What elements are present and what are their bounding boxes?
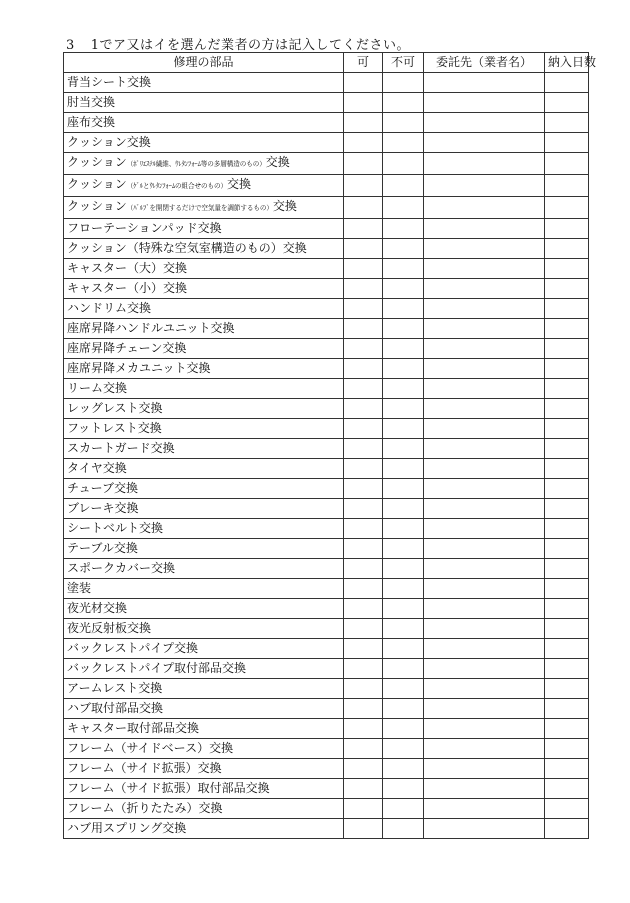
- not-possible-cell[interactable]: [383, 319, 424, 339]
- contractor-cell[interactable]: [424, 259, 545, 279]
- possible-cell[interactable]: [344, 153, 383, 175]
- delivery-days-cell[interactable]: [545, 479, 589, 499]
- not-possible-cell[interactable]: [383, 133, 424, 153]
- part-name-cell: [64, 539, 344, 559]
- possible-cell[interactable]: [344, 579, 383, 599]
- table-header-row: [64, 53, 589, 73]
- possible-cell[interactable]: [344, 819, 383, 839]
- contractor-cell[interactable]: [424, 539, 545, 559]
- not-possible-cell[interactable]: [383, 759, 424, 779]
- table-row: [64, 439, 589, 459]
- part-name-cell: [64, 499, 344, 519]
- not-possible-cell[interactable]: [383, 499, 424, 519]
- part-name: スカートガード交換: [67, 441, 175, 455]
- delivery-days-cell[interactable]: [545, 579, 589, 599]
- part-name: ハブ取付部品交換: [67, 701, 164, 715]
- part-name: 座布交換: [67, 115, 116, 129]
- table-row: [64, 619, 589, 639]
- part-name: クッション交換: [67, 135, 151, 149]
- part-name: フレーム（サイド拡張）交換: [67, 761, 222, 775]
- part-name: 座席昇降メカユニット交換: [67, 361, 211, 375]
- possible-cell[interactable]: [344, 399, 383, 419]
- part-name-cell: [64, 719, 344, 739]
- part-name: チューブ交換: [67, 481, 139, 495]
- part-name: フレーム（サイド拡張）取付部品交換: [67, 781, 270, 795]
- table-row: [64, 559, 589, 579]
- delivery-days-cell[interactable]: [545, 93, 589, 113]
- part-name-cell: [64, 133, 344, 153]
- part-name-cell: [64, 439, 344, 459]
- table-row: [64, 579, 589, 599]
- contractor-cell[interactable]: [424, 679, 545, 699]
- table-row: [64, 219, 589, 239]
- possible-cell[interactable]: [344, 599, 383, 619]
- delivery-days-cell[interactable]: [545, 299, 589, 319]
- not-possible-cell[interactable]: [383, 93, 424, 113]
- part-name: 夜光反射板交換: [67, 621, 152, 635]
- table-row: [64, 113, 589, 133]
- part-note: （ﾎﾟﾘｴｽﾃﾙ繊維、ｳﾚﾀﾝﾌｫｰﾑ等の多層構造のもの）: [126, 160, 266, 168]
- part-name-cell: [64, 113, 344, 133]
- possible-cell[interactable]: [344, 259, 383, 279]
- delivery-days-cell[interactable]: [545, 559, 589, 579]
- part-suffix: 交換: [226, 177, 251, 191]
- contractor-cell[interactable]: [424, 219, 545, 239]
- part-name: キャスター（小）交換: [67, 281, 188, 295]
- table-row: [64, 279, 589, 299]
- delivery-days-cell[interactable]: [545, 819, 589, 839]
- part-suffix: 交換: [272, 199, 297, 213]
- not-possible-cell[interactable]: [383, 539, 424, 559]
- part-name-cell: [64, 299, 344, 319]
- possible-cell[interactable]: [344, 239, 383, 259]
- possible-cell[interactable]: [344, 197, 383, 219]
- contractor-cell[interactable]: [424, 519, 545, 539]
- delivery-days-cell[interactable]: [545, 239, 589, 259]
- contractor-cell[interactable]: [424, 639, 545, 659]
- delivery-days-cell[interactable]: [545, 279, 589, 299]
- delivery-days-cell[interactable]: [545, 73, 589, 93]
- delivery-days-cell[interactable]: [545, 175, 589, 197]
- table-row: [64, 239, 589, 259]
- part-name: フットレスト交換: [67, 421, 162, 435]
- part-name-cell: [64, 93, 344, 113]
- table-row: [64, 197, 589, 219]
- header-part: 修理の部品: [64, 53, 344, 73]
- table-row: [64, 719, 589, 739]
- part-name-cell: [64, 175, 344, 197]
- part-name-cell: [64, 759, 344, 779]
- possible-cell[interactable]: [344, 639, 383, 659]
- part-name: クッション: [67, 199, 127, 213]
- part-name: キャスター取付部品交換: [67, 721, 200, 735]
- part-name-cell: [64, 319, 344, 339]
- contractor-cell[interactable]: [424, 379, 545, 399]
- not-possible-cell[interactable]: [383, 113, 424, 133]
- table-row: [64, 133, 589, 153]
- part-name: フレーム（折りたたみ）交換: [67, 801, 223, 815]
- part-name-cell: [64, 259, 344, 279]
- part-name-cell: [64, 579, 344, 599]
- table-row: [64, 319, 589, 339]
- contractor-cell[interactable]: [424, 239, 545, 259]
- part-name-cell: [64, 699, 344, 719]
- contractor-cell[interactable]: [424, 419, 545, 439]
- contractor-cell[interactable]: [424, 133, 545, 153]
- not-possible-cell[interactable]: [383, 153, 424, 175]
- repair-parts-table: [63, 52, 597, 839]
- table-row: [64, 779, 589, 799]
- part-name: バックレストパイプ取付部品交換: [67, 661, 247, 675]
- part-note: （ﾊﾞﾙﾌﾞを開閉するだけで空気量を調節するもの）: [126, 204, 273, 212]
- contractor-cell[interactable]: [424, 339, 545, 359]
- table-row: [64, 73, 589, 93]
- not-possible-cell[interactable]: [383, 197, 424, 219]
- not-possible-cell[interactable]: [383, 359, 424, 379]
- delivery-days-cell[interactable]: [545, 599, 589, 619]
- part-name-cell: [64, 419, 344, 439]
- table-row: [64, 479, 589, 499]
- part-name: フレーム（サイドベース）交換: [67, 741, 234, 755]
- part-name-cell: [64, 479, 344, 499]
- not-possible-cell[interactable]: [383, 619, 424, 639]
- part-name: アームレスト交換: [67, 681, 163, 695]
- contractor-cell[interactable]: [424, 153, 545, 175]
- header-contractor: 委託先（業者名）: [424, 53, 545, 73]
- table-row: [64, 519, 589, 539]
- contractor-cell[interactable]: [424, 619, 545, 639]
- part-name: ハブ用スプリング交換: [67, 821, 187, 835]
- table-row: [64, 699, 589, 719]
- contractor-cell[interactable]: [424, 699, 545, 719]
- table-row: [64, 799, 589, 819]
- part-name-cell: [64, 359, 344, 379]
- possible-cell[interactable]: [344, 359, 383, 379]
- delivery-days-cell[interactable]: [545, 153, 589, 175]
- part-name: 夜光材交換: [67, 601, 128, 615]
- possible-cell[interactable]: [344, 659, 383, 679]
- part-name: リーム交換: [67, 381, 128, 395]
- contractor-cell[interactable]: [424, 175, 545, 197]
- delivery-days-cell[interactable]: [545, 219, 589, 239]
- part-name-cell: [64, 339, 344, 359]
- possible-cell[interactable]: [344, 419, 383, 439]
- part-name-cell: [64, 279, 344, 299]
- table-row: [64, 93, 589, 113]
- not-possible-cell[interactable]: [383, 279, 424, 299]
- table-row: [64, 259, 589, 279]
- not-possible-cell[interactable]: [383, 439, 424, 459]
- not-possible-cell[interactable]: [383, 73, 424, 93]
- contractor-cell[interactable]: [424, 659, 545, 679]
- delivery-days-cell[interactable]: [545, 779, 589, 799]
- part-name-cell: [64, 639, 344, 659]
- part-name-cell: [64, 239, 344, 259]
- delivery-days-cell[interactable]: [545, 759, 589, 779]
- contractor-cell[interactable]: [424, 499, 545, 519]
- part-name-cell: [64, 399, 344, 419]
- contractor-cell[interactable]: [424, 93, 545, 113]
- header-possible: 可: [344, 53, 383, 73]
- possible-cell[interactable]: [344, 559, 383, 579]
- possible-cell[interactable]: [344, 619, 383, 639]
- contractor-cell[interactable]: [424, 799, 545, 819]
- delivery-days-cell[interactable]: [545, 133, 589, 153]
- part-name-cell: [64, 459, 344, 479]
- contractor-cell[interactable]: [424, 739, 545, 759]
- part-name-cell: [64, 219, 344, 239]
- table-row: [64, 659, 589, 679]
- contractor-cell[interactable]: [424, 439, 545, 459]
- contractor-cell[interactable]: [424, 459, 545, 479]
- delivery-days-cell[interactable]: [545, 679, 589, 699]
- not-possible-cell[interactable]: [383, 579, 424, 599]
- contractor-cell[interactable]: [424, 779, 545, 799]
- delivery-days-cell[interactable]: [545, 197, 589, 219]
- section-number: 3: [66, 38, 75, 53]
- table-row: [64, 819, 589, 839]
- part-name-cell: [64, 559, 344, 579]
- contractor-cell[interactable]: [424, 719, 545, 739]
- delivery-days-cell[interactable]: [545, 259, 589, 279]
- part-name: スポークカバー交換: [67, 561, 176, 575]
- possible-cell[interactable]: [344, 73, 383, 93]
- possible-cell[interactable]: [344, 339, 383, 359]
- not-possible-cell[interactable]: [383, 419, 424, 439]
- part-name: フローテーションパッド交換: [67, 221, 222, 235]
- not-possible-cell[interactable]: [383, 679, 424, 699]
- possible-cell[interactable]: [344, 739, 383, 759]
- delivery-days-cell[interactable]: [545, 799, 589, 819]
- part-name-cell: [64, 679, 344, 699]
- table-row: [64, 359, 589, 379]
- part-name-cell: [64, 779, 344, 799]
- header-delivery-days: 納入日数: [545, 53, 589, 73]
- possible-cell[interactable]: [344, 113, 383, 133]
- part-name: 塗装: [67, 581, 92, 595]
- not-possible-cell[interactable]: [383, 399, 424, 419]
- table-row: [64, 299, 589, 319]
- table-body: [64, 73, 589, 839]
- contractor-cell[interactable]: [424, 299, 545, 319]
- part-name: 肘当交換: [67, 95, 116, 109]
- possible-cell[interactable]: [344, 299, 383, 319]
- contractor-cell[interactable]: [424, 319, 545, 339]
- possible-cell[interactable]: [344, 279, 383, 299]
- not-possible-cell[interactable]: [383, 519, 424, 539]
- part-name-cell: [64, 659, 344, 679]
- possible-cell[interactable]: [344, 779, 383, 799]
- not-possible-cell[interactable]: [383, 719, 424, 739]
- delivery-days-cell[interactable]: [545, 499, 589, 519]
- not-possible-cell[interactable]: [383, 459, 424, 479]
- part-name: 座席昇降ハンドルユニット交換: [67, 321, 235, 335]
- possible-cell[interactable]: [344, 499, 383, 519]
- possible-cell[interactable]: [344, 439, 383, 459]
- not-possible-cell[interactable]: [383, 819, 424, 839]
- part-name: 背当シート交換: [67, 75, 152, 89]
- possible-cell[interactable]: [344, 479, 383, 499]
- contractor-cell[interactable]: [424, 759, 545, 779]
- delivery-days-cell[interactable]: [545, 439, 589, 459]
- part-name: レッグレスト交換: [67, 401, 163, 415]
- not-possible-cell[interactable]: [383, 699, 424, 719]
- possible-cell[interactable]: [344, 319, 383, 339]
- table-row: [64, 759, 589, 779]
- part-name-cell: [64, 799, 344, 819]
- possible-cell[interactable]: [344, 93, 383, 113]
- delivery-days-cell[interactable]: [545, 619, 589, 639]
- section-heading: [66, 34, 410, 53]
- contractor-cell[interactable]: [424, 399, 545, 419]
- contractor-cell[interactable]: [424, 113, 545, 133]
- part-name: テーブル交換: [67, 541, 138, 555]
- delivery-days-cell[interactable]: [545, 113, 589, 133]
- not-possible-cell[interactable]: [383, 739, 424, 759]
- part-name-cell: [64, 619, 344, 639]
- part-suffix: 交換: [265, 155, 290, 169]
- possible-cell[interactable]: [344, 519, 383, 539]
- part-name-cell: [64, 819, 344, 839]
- contractor-cell[interactable]: [424, 559, 545, 579]
- table-row: [64, 339, 589, 359]
- delivery-days-cell[interactable]: [545, 319, 589, 339]
- not-possible-cell[interactable]: [383, 379, 424, 399]
- table-row: [64, 175, 589, 197]
- possible-cell[interactable]: [344, 379, 383, 399]
- part-name-cell: [64, 739, 344, 759]
- header-not-possible: 不可: [383, 53, 424, 73]
- not-possible-cell[interactable]: [383, 259, 424, 279]
- part-name: バックレストパイプ交換: [67, 641, 199, 655]
- not-possible-cell[interactable]: [383, 599, 424, 619]
- contractor-cell[interactable]: [424, 73, 545, 93]
- possible-cell[interactable]: [344, 219, 383, 239]
- not-possible-cell[interactable]: [383, 219, 424, 239]
- contractor-cell[interactable]: [424, 359, 545, 379]
- not-possible-cell[interactable]: [383, 175, 424, 197]
- possible-cell[interactable]: [344, 719, 383, 739]
- not-possible-cell[interactable]: [383, 779, 424, 799]
- possible-cell[interactable]: [344, 699, 383, 719]
- part-name: 座席昇降チェーン交換: [67, 341, 187, 355]
- possible-cell[interactable]: [344, 459, 383, 479]
- section-instruction: 1でア又はイを選んだ業者の方は記入してください。: [90, 38, 411, 53]
- table-row: [64, 419, 589, 439]
- delivery-days-cell[interactable]: [545, 639, 589, 659]
- table-row: [64, 599, 589, 619]
- not-possible-cell[interactable]: [383, 559, 424, 579]
- contractor-cell[interactable]: [424, 819, 545, 839]
- table-row: [64, 153, 589, 175]
- not-possible-cell[interactable]: [383, 239, 424, 259]
- table-row: [64, 739, 589, 759]
- possible-cell[interactable]: [344, 175, 383, 197]
- part-note: （ｹﾞﾙとｳﾚﾀﾝﾌｫｰﾑの組合せのもの）: [126, 182, 227, 190]
- table-row: [64, 539, 589, 559]
- table-row: [64, 459, 589, 479]
- delivery-days-cell[interactable]: [545, 339, 589, 359]
- contractor-cell[interactable]: [424, 579, 545, 599]
- contractor-cell[interactable]: [424, 279, 545, 299]
- not-possible-cell[interactable]: [383, 659, 424, 679]
- delivery-days-cell[interactable]: [545, 539, 589, 559]
- delivery-days-cell[interactable]: [545, 459, 589, 479]
- table-row: [64, 639, 589, 659]
- not-possible-cell[interactable]: [383, 799, 424, 819]
- delivery-days-cell[interactable]: [545, 659, 589, 679]
- possible-cell[interactable]: [344, 799, 383, 819]
- part-name: ブレーキ交換: [67, 501, 139, 515]
- table-row: [64, 399, 589, 419]
- delivery-days-cell[interactable]: [545, 419, 589, 439]
- delivery-days-cell[interactable]: [545, 379, 589, 399]
- part-name-cell: [64, 599, 344, 619]
- part-name-cell: [64, 73, 344, 93]
- part-name-cell: [64, 519, 344, 539]
- contractor-cell[interactable]: [424, 197, 545, 219]
- part-name: ハンドリム交換: [67, 301, 152, 315]
- table-row: [64, 499, 589, 519]
- not-possible-cell[interactable]: [383, 299, 424, 319]
- not-possible-cell[interactable]: [383, 639, 424, 659]
- contractor-cell[interactable]: [424, 599, 545, 619]
- part-name: シートベルト交換: [67, 521, 164, 535]
- part-name: タイヤ交換: [67, 461, 127, 475]
- possible-cell[interactable]: [344, 539, 383, 559]
- part-name: キャスター（大）交換: [67, 261, 188, 275]
- possible-cell[interactable]: [344, 759, 383, 779]
- not-possible-cell[interactable]: [383, 339, 424, 359]
- possible-cell[interactable]: [344, 133, 383, 153]
- delivery-days-cell[interactable]: [545, 719, 589, 739]
- delivery-days-cell[interactable]: [545, 359, 589, 379]
- part-name-cell: [64, 379, 344, 399]
- part-name-cell: [64, 153, 344, 175]
- not-possible-cell[interactable]: [383, 479, 424, 499]
- part-name: クッション: [67, 177, 127, 191]
- table-row: [64, 679, 589, 699]
- delivery-days-cell[interactable]: [545, 699, 589, 719]
- possible-cell[interactable]: [344, 679, 383, 699]
- delivery-days-cell[interactable]: [545, 739, 589, 759]
- part-name: クッション: [67, 155, 127, 169]
- contractor-cell[interactable]: [424, 479, 545, 499]
- part-name: クッション（特殊な空気室構造のもの）交換: [67, 241, 307, 255]
- part-name-cell: [64, 197, 344, 219]
- delivery-days-cell[interactable]: [545, 399, 589, 419]
- delivery-days-cell[interactable]: [545, 519, 589, 539]
- table-row: [64, 379, 589, 399]
